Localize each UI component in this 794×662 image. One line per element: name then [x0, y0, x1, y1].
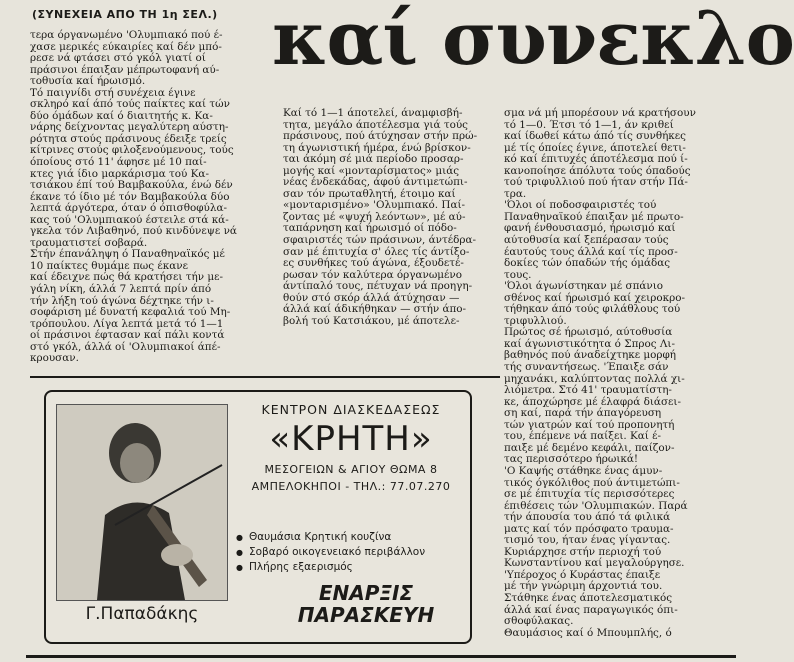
opening-line-2: ΠΑΡΑΣΚΕΥΗ: [297, 603, 435, 627]
feature-item: ● Σοβαρό οικογενειακό περιβάλλον: [236, 545, 466, 560]
bottom-rule: [26, 655, 736, 658]
venue-name: «ΚΡΗΤΗ»: [269, 419, 433, 459]
venue-info: [236, 400, 466, 493]
opening-announcement: [266, 582, 466, 626]
column-divider: [30, 376, 500, 378]
performer-name: Γ.Παπαδάκης: [85, 604, 199, 624]
feature-item: ● Πλήρης εξαερισμός: [236, 560, 466, 575]
advertisement-box: [44, 390, 472, 644]
violinist-illustration: [57, 405, 227, 600]
venue-type: ΚΕΝΤΡΟΝ ΔΙΑΣΚΕΔΑΣΕΩΣ: [261, 402, 441, 417]
article-column-2: Καί τό 1—1 άποτελεί, άναμφισβή- τητα, μεγάλο άποτέλεσμα γιά τούς πράσινους, πού άτύχησαν στήν πρώ- τη άγωνιστική ήμέρα, ένώ βρίσκον- ται άκόμη σέ μιά περίοδο προσαρ- μογής καί «μονταρίσματος» μιάς νέας ένδεκάδας, άφού άντιμετώπι- σαν τόν πρωταθλητή, έτοιμο καί «μονταρισμένο» 'Ολυμπιακό. Παί- ζοντας μέ «ψυχή λεόντων», μέ αύ- ταπάρνηση καί ήρωισμό οί πόδο- σφαιριστές τών πράσινων, άντέδρα- σαν μέ έπιτυχία σ' όλες τίς άντίξο- ες συνθήκες τού άγώνα, έξουδετέ- ρωσαν τόν καλύτερα όργανωμένο άντίπαλό τους, πέτυχαν νά προηγη- θούν στό σκόρ άλλά άτύχησαν — άλλά καί άδικήθηκαν — στήν άπο- βολή τού Κατσιάκου, μέ άποτελε-: [283, 107, 478, 327]
article-column-1: τερα όργανωμένο 'Ολυμπιακό πού έ- χασε μερικές εύκαιρίες καί δέν μπό- ρεσε νά φτάσει στό γκόλ γιατί οί πράσινοι έπαιξαν μέπρωτοφανή αύ- τοθυσία καί ήρωισμό. Τό παιγνίδι στή συνέχεια έγινε σκληρό καί άπό τούς παίκτες καί τών δύο όμάδων καί ό διαιτητής κ. Κα- νάρης δείχνοντας μεγαλύτερη αύστη- ρότητα στούς πράσινους έδειξε τρείς κίτρινες στούς φιλοξενούμενους, τούς όποίους στό 11' άφησε μέ 10 παί- κτες γιά ίδιο μαρκάρισμα τού Κα- τσιάκου έπί τού Βαμβακούλα, ένώ δέν έκανε τό ίδιο μέ τόν Βαμβακούλα δύο λεπτά άργότερα, όταν ό όπισθοφύλα- κας τού 'Ολυμπιακού έστειλε στά κά- γκελα τόν Λιβαθηνό, πού κινδύνεψε νά τραυματιστεί σοβαρά. Στήν έπανάληψη ό Παναθηναϊκός μέ 10 παίκτες θυμάμε πως έκανε καί έδειχνε πώς θά κρατήσει τήν με- γάλη νίκη, άλλά 7 λεπτά πρίν άπό τήν λήξη τού άγώνα δέχτηκε τήν ι- σοφάριση μέ δυνατή κεφαλιά τού Μη- τρόπουλου. Λίγα λεπτά μετά τό 1—1 οί πράσινοι έφτασαν καί πάλι κοντά στό γκόλ, άλλά οί 'Ολυμπιακοί άπέ- κρουσαν.: [30, 29, 237, 365]
headline: καί συνεκλο: [272, 0, 794, 82]
opening-line-1: ΕΝΑΡΞΙΣ: [318, 581, 414, 605]
feature-item: ● Θαυμάσια Κρητική κουζίνα: [236, 530, 466, 545]
performer-photo: [56, 404, 228, 601]
venue-address: ΜΕΣΟΓΕΙΩΝ & ΑΓΙΟΥ ΘΩΜΑ 8: [264, 463, 438, 476]
article-column-3: σμα νά μή μπορέσουν νά κρατήσουν τό 1—0. Έτσι τό 1—1, άν κριθεί καί ίδωθεί κάτω άπό τίς συνθήκες μέ τίς όποίες έγινε, άποτελεί θετι- κό καί έπιτυχές άποτέλεσμα πού ί- κανοποίησε άπόλυτα τούς όπαδούς τού τριφυλλιού πού ήταν στήν Πά- τρα. 'Όλοι οί ποδοσφαιριστές τού Παναθηναϊκού έπαιξαν μέ πρωτο- φανή ένθουσιασμό, ήρωισμό καί αύτοθυσία καί ξεπέρασαν τούς έαυτούς τους άλλά καί τίς προσ- δοκίες τών όπαδών τής όμάδας τους. 'Όλοι άγωνίστηκαν μέ σπάνιο σθένος καί ήρωισμό καί χειροκρο- τήθηκαν άπό τούς φιλάθλους τού τριφυλλιού. Πρώτος σέ ήρωισμό, αύτοθυσία καί άγωνιστικότητα ό Σπρος Λι- βαθηνός πού άναδείχτηκε μορφή τής συναντήσεως. 'Έπαιξε σάν μηχανάκι, καλύπτοντας πολλά χι- λιόμετρα. Στό 41' τραυματίστη- κε, άποχώρησε μέ έλαφρά διάσει- ση καί, παρά τήν άπαγόρευση τών γιατρών καί τού προπονητή του, έπέμενε νά παίξει. Καί έ- παιξε μέ δεμένο κεφάλι, παίζον- τας περισσότερο ήρωικά! 'Ο Καψής στάθηκε ένας άμυν- τικός όγκόλιθος πού άντιμετώπι- σε μέ έπιτυχία τίς περισσότερες έπιθέσεις τών 'Ολυμπιακών. Παρά τήν άπουσία του άπό τά φιλικά ματς καί τόν πρόσφατο τραυμα- τισμό του, ήταν ένας γίγαντας. Κυριάρχησε στήν περιοχή τού Κωνσταντίνου καί μεγαλούργησε. 'Υπέροχος ό Κυράστας έπαιξε μέ τήν γνώριμη άρχοντιά του. Στάθηκε ένας άποτελεσματικός άλλά καί ένας παραγωγικός όπι- σθοφύλακας. Θαυμάσιος καί ό Μπουμπλής, ό: [504, 107, 696, 639]
venue-phone: ΑΜΠΕΛΟΚΗΠΟΙ - ΤΗΛ.: 77.07.270: [251, 480, 451, 493]
continuation-kicker: (ΣΥΝΕΧΕΙΑ ΑΠΟ ΤΗ 1η ΣΕΛ.): [32, 8, 218, 21]
venue-features: [236, 530, 466, 575]
